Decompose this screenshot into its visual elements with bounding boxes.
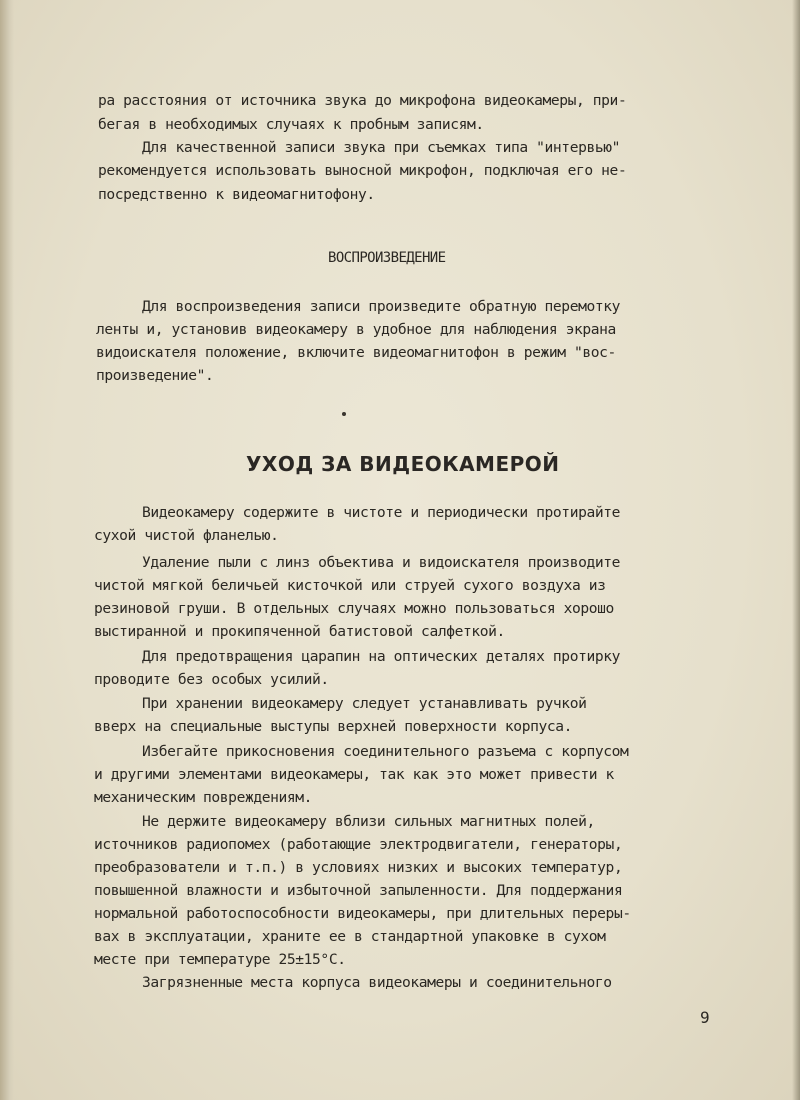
text-line: Для предотвращения царапин на оптических деталях протирку bbox=[142, 648, 621, 665]
text-line: сухой чистой фланелью. bbox=[94, 527, 279, 544]
text-line: Видеокамеру содержите в чистоте и периодически протирайте bbox=[142, 504, 621, 521]
page-left-edge bbox=[0, 0, 14, 1100]
section-heading-care: УХОД ЗА ВИДЕОКАМЕРОЙ bbox=[246, 452, 560, 476]
text-line: чистой мягкой беличьей кисточкой или струей сухого воздуха из bbox=[94, 577, 606, 594]
text-line: бегая в необходимых случаях к пробным записям. bbox=[98, 116, 484, 133]
text-line: проводите без особых усилий. bbox=[94, 671, 329, 688]
text-line: ра расстояния от источника звука до микрофона видеокамеры, при- bbox=[98, 92, 627, 109]
text-line: месте при температуре 25±15°С. bbox=[94, 951, 346, 968]
text-line: Не держите видеокамеру вблизи сильных магнитных полей, bbox=[142, 813, 595, 830]
text-line: произведение". bbox=[96, 367, 214, 384]
text-line: источников радиопомех (работающие электродвигатели, генераторы, bbox=[94, 836, 623, 853]
text-line: вверх на специальные выступы верхней поверхности корпуса. bbox=[94, 718, 573, 735]
text-line: выстиранной и прокипяченной батистовой салфеткой. bbox=[94, 623, 505, 640]
text-line: Избегайте прикосновения соединительного разъема с корпусом bbox=[142, 743, 629, 760]
text-line: Загрязненные места корпуса видеокамеры и соединительного bbox=[142, 974, 612, 991]
text-line: преобразователи и т.п.) в условиях низких и высоких температур, bbox=[94, 859, 623, 876]
text-line: ленты и, установив видеокамеру в удобное для наблюдения экрана bbox=[96, 321, 616, 338]
text-line: и другими элементами видеокамеры, так как это может привести к bbox=[94, 766, 614, 783]
text-line: механическим повреждениям. bbox=[94, 789, 313, 806]
text-line: нормальной работоспособности видеокамеры, при длительных переры- bbox=[94, 905, 631, 922]
text-line: резиновой груши. В отдельных случаях можно пользоваться хорошо bbox=[94, 600, 614, 617]
text-line: Удаление пыли с линз объектива и видоискателя производите bbox=[142, 554, 621, 571]
text-line: повышенной влажности и избыточной запыленности. Для поддержания bbox=[94, 882, 623, 899]
text-line: рекомендуется использовать выносной микрофон, подключая его не- bbox=[98, 162, 627, 179]
page-right-edge bbox=[792, 0, 800, 1100]
section-heading-playback: ВОСПРОИЗВЕДЕНИЕ bbox=[328, 250, 446, 266]
text-line: Для качественной записи звука при съемках типа "интервью" bbox=[142, 139, 621, 156]
text-line: При хранении видеокамеру следует устанавливать ручкой bbox=[142, 695, 587, 712]
page-number: 9 bbox=[700, 1008, 710, 1027]
text-line: видоискателя положение, включите видеомагнитофон в режим "вос- bbox=[96, 344, 616, 361]
text-line: вах в эксплуатации, храните ее в стандартной упаковке в сухом bbox=[94, 928, 606, 945]
text-line: Для воспроизведения записи произведите обратную перемотку bbox=[142, 298, 621, 315]
ink-speck bbox=[342, 412, 346, 416]
text-line: посредственно к видеомагнитофону. bbox=[98, 186, 375, 203]
